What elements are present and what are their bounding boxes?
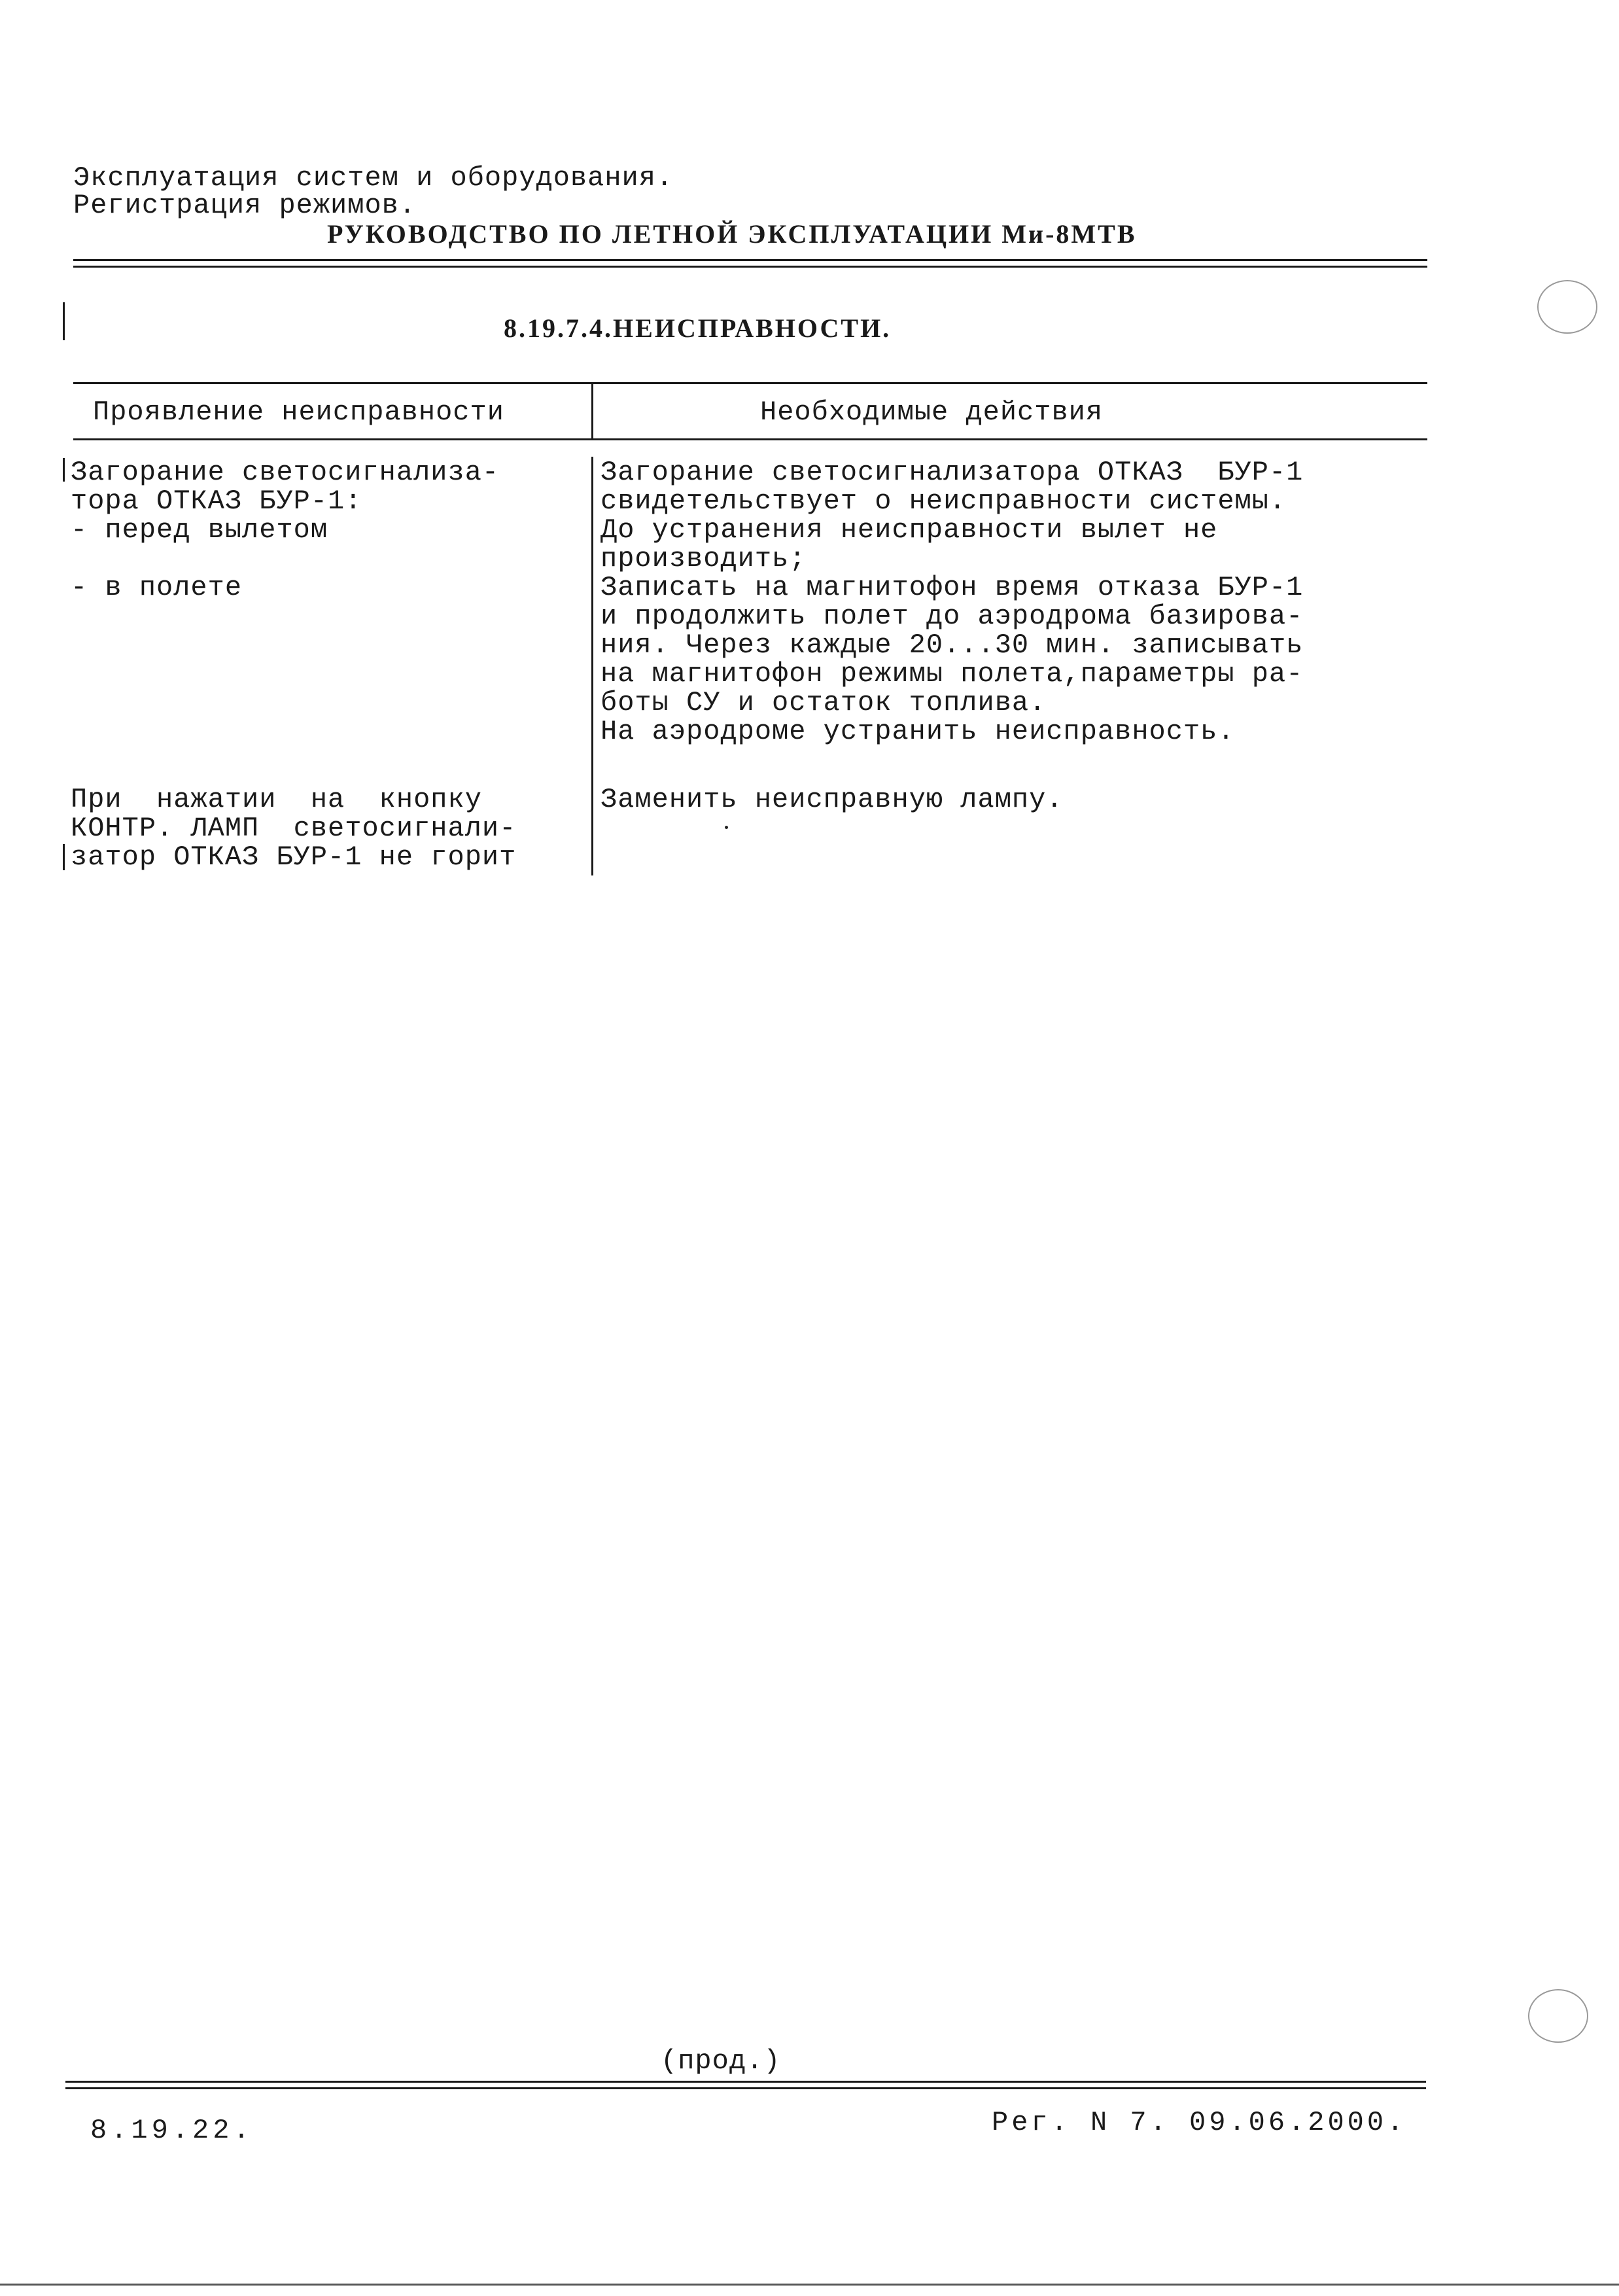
manual-title: РУКОВОДСТВО ПО ЛЕТНОЙ ЭКСПЛУАТАЦИИ Ми-8МТВ [327, 219, 1137, 249]
header-rule-bottom [73, 266, 1427, 268]
action-line: На аэродроме устранить неисправность. [601, 716, 1235, 747]
action-line: боты СУ и остаток топлива. [601, 687, 1047, 718]
punch-hole-top [1537, 280, 1597, 334]
symptom-line: тора ОТКАЗ БУР-1: [71, 486, 362, 517]
table-row-1-symptom [71, 458, 499, 602]
header-rule-top [73, 259, 1427, 261]
continued-label: (прод.) [661, 2045, 781, 2077]
scan-edge [0, 2284, 1619, 2286]
symptom-line: При нажатии на кнопку [71, 784, 482, 815]
table-left-mark-1 [63, 458, 65, 482]
scan-speck [725, 826, 728, 829]
action-line: Заменить неисправную лампу. [601, 784, 1064, 815]
action-line: ния. Через каждые 20...30 мин. записывать [601, 629, 1304, 661]
symptom-line [71, 544, 499, 573]
footer-rule-top [65, 2081, 1426, 2083]
revision-info: Рег. N 7. 09.06.2000. [992, 2107, 1407, 2138]
header-line-1: Эксплуатация систем и оборудования. [73, 162, 674, 194]
action-line: производить; [601, 543, 807, 574]
punch-hole-bottom [1528, 1989, 1588, 2043]
action-line: свидетельствует о неисправности системы. [601, 486, 1287, 517]
symptom-line: - перед вылетом [71, 514, 328, 546]
action-line: До устранения неисправности вылет не [601, 514, 1218, 546]
footer-rule-bottom [65, 2087, 1426, 2089]
action-line: Записать на магнитофон время отказа БУР-1 [601, 572, 1304, 603]
header-line-2: Регистрация режимов. [73, 190, 417, 221]
action-line: и продолжить полет до аэродрома базирова- [601, 601, 1304, 632]
symptom-line: затор ОТКАЗ БУР-1 не горит [71, 841, 517, 873]
table-left-mark-2 [63, 844, 65, 870]
margin-mark [63, 302, 65, 340]
symptom-line: - в полете [71, 572, 243, 603]
action-line: Загорание светосигнализатора ОТКАЗ БУР-1 [601, 457, 1304, 488]
table-top-rule [73, 382, 1427, 384]
symptom-line: КОНТР. ЛАМП светосигнали- [71, 813, 517, 844]
table-row-2-symptom [71, 785, 516, 872]
table-header-rule [73, 438, 1427, 440]
table-row-1-actions [601, 458, 1303, 746]
table-row-2-actions [601, 785, 1064, 814]
table-header-symptom: Проявление неисправности [93, 397, 504, 428]
table-header-actions: Необходимые действия [760, 397, 1104, 428]
section-title: 8.19.7.4.НЕИСПРАВНОСТИ. [504, 313, 892, 343]
table-column-divider-header [591, 382, 593, 438]
action-line: на магнитофон режимы полета,параметры ра- [601, 658, 1304, 690]
table-column-divider-body [591, 457, 593, 875]
symptom-line: Загорание светосигнализа- [71, 457, 500, 488]
page-number: 8.19.22. [90, 2115, 254, 2146]
